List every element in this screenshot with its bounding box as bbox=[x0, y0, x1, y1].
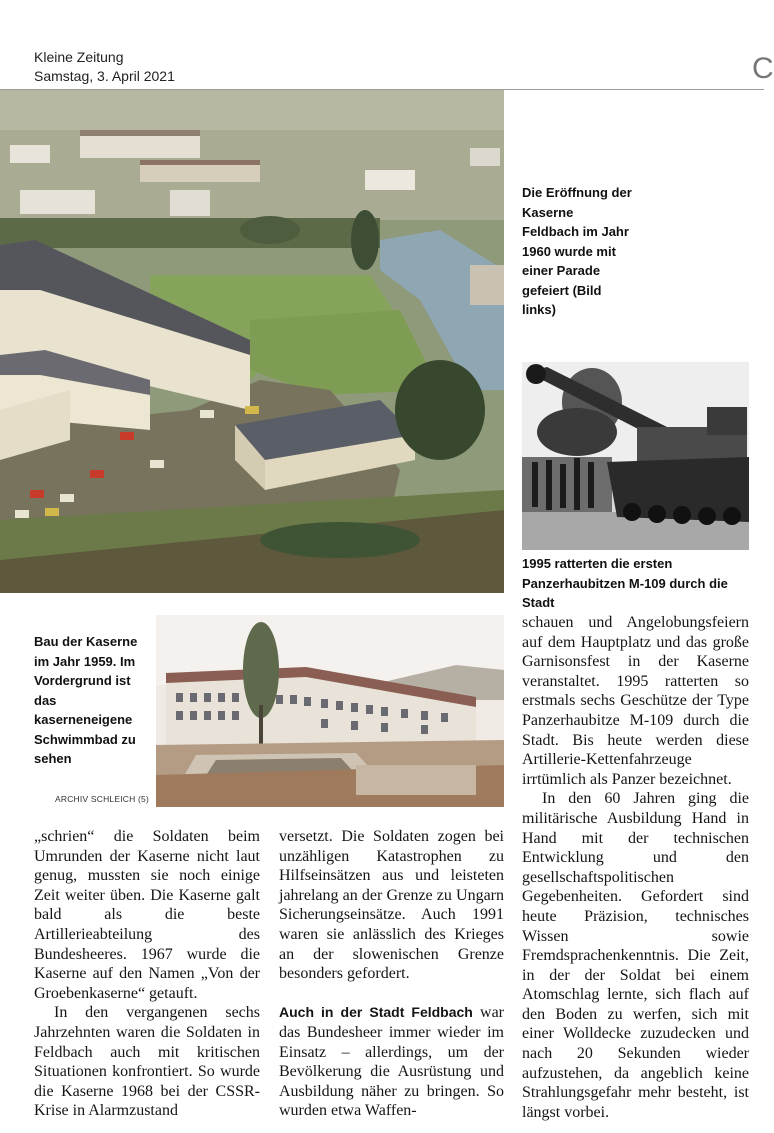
page-section-letter: C bbox=[752, 52, 774, 85]
tank-photo-caption: 1995 ratterten die ersten Panzerhaubitzen M-109 durch die Stadt bbox=[522, 556, 728, 610]
article-paragraph: versetzt. Die Soldaten zogen bei unzähligen Katastrophen zu Hilfseinsätzen aus und leisteten jahrelang an der Grenze zu Ungarn Sicherungseinsätze. Auch 1991 waren sie anlässlich des Krieges an der slowenischen Grenze besonders gefordert. bbox=[279, 828, 504, 983]
publication-name: Kleine Zeitung bbox=[34, 49, 124, 65]
aerial-photo-kaserne bbox=[0, 90, 504, 593]
article-column-3 bbox=[522, 613, 749, 1122]
subheading-lead: Auch in der Stadt Feldbach bbox=[279, 1004, 473, 1021]
article-paragraph: schauen und Angelobungsfeiern auf dem Hauptplatz und das große Garnisonsfest in der Kaserne veranstaltet. 1995 ratterten so erstmals sechs Geschütze der Type Panzerhaubitze M-109 durch die Stadt. Bis heute werden diese Artillerie-Kettenfahrzeuge irrtümlich als Panzer bezeichnet. bbox=[522, 614, 749, 788]
article-column-1 bbox=[34, 827, 260, 1121]
article-paragraph-lead bbox=[279, 1003, 504, 1121]
construction-photo-caption: Bau der Kaserne im Jahr 1959. Im Vordergrund ist das kaserneneigene Schwimmbad zu sehen bbox=[34, 634, 138, 766]
photo-credit: ARCHIV SCHLEICH (5) bbox=[55, 794, 150, 804]
construction-photo-1959 bbox=[156, 615, 504, 807]
article-paragraph-rest: war das Bundesheer immer wieder im Einsatz – allerdings, um der Bevölkerung die Ausrüstung und Ausbildung näher zu bringen. So wurden etwa Waffen- bbox=[279, 1004, 504, 1120]
publication-date: Samstag, 3. April 2021 bbox=[34, 68, 175, 84]
aerial-photo-caption: Die Eröffnung der Kaserne Feldbach im Jahr 1960 wurde mit einer Parade gefeiert (Bild links) bbox=[522, 185, 632, 317]
article-paragraph: „schrien“ die Soldaten beim Umrunden der Kaserne nicht laut genug, mussten sie noch einige Zeit weiter üben. Die Kaserne galt bald als die beste Artillerieabteilung des Bundesheeres. 1967 wurde die Kaserne auf den Namen „Von der Groebenkaserne“ getauft. bbox=[34, 828, 260, 1002]
tank-photo-m109 bbox=[522, 362, 749, 550]
article-paragraph: In den 60 Jahren ging die militärische Ausbildung Hand in Hand mit der technischen Entwicklung und den gesellschaftspolitischen Gegebenheiten. Gefordert sind heute Präzision, technisches Wissen sowie Fremdsprachenkenntnis. Die Zeit, in der der Soldat bei einem Atomschlag lernte, sich flach auf den Boden zu werfen, sich mit einer Wolldecke zuzudecken und nach 20 Sekunden wieder aufzustehen, da angeblich keine Strahlungsgefahr mehr besteht, ist längst vorbei. bbox=[522, 790, 749, 1121]
article-paragraph: In den vergangenen sechs Jahrzehnten waren die Soldaten in Feldbach auch mit kritischen Situationen konfrontiert. So wurde die Kaserne 1968 bei der CSSR-Krise in Alarmzustand bbox=[34, 1004, 260, 1120]
article-column-2 bbox=[279, 827, 504, 1121]
